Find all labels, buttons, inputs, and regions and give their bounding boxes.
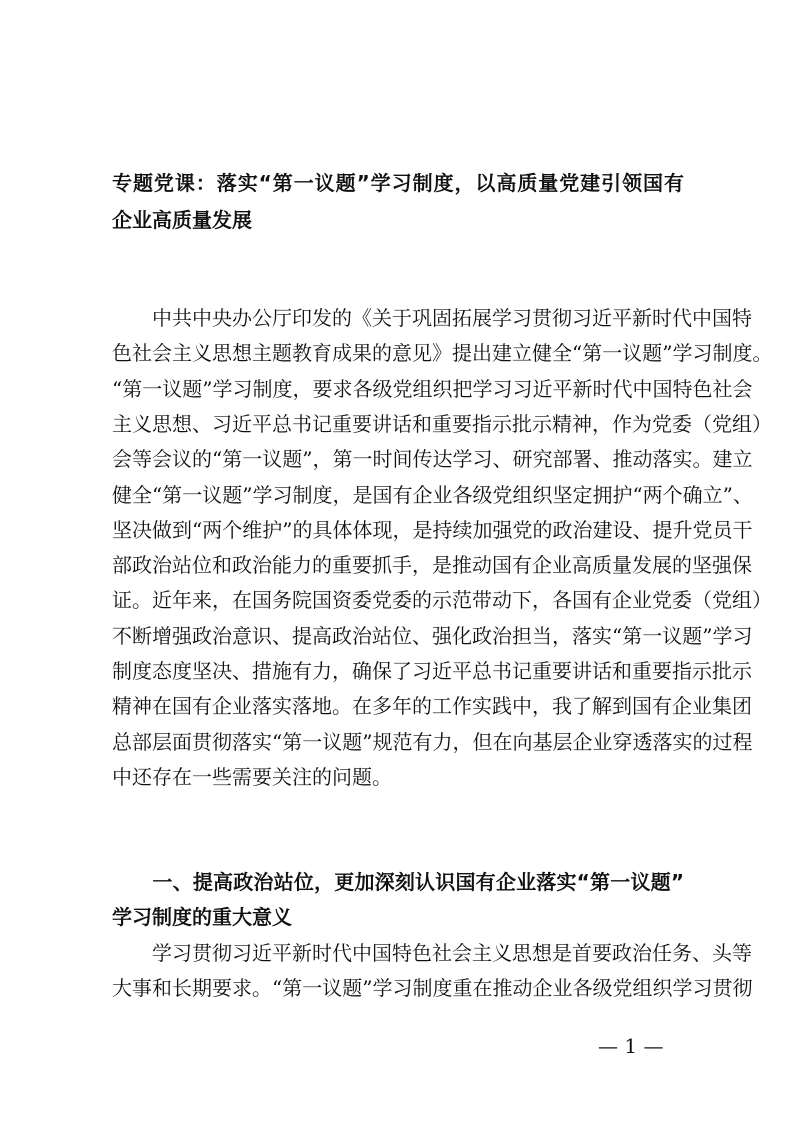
paragraph-line: 会等会议的“第一议题”，第一时间传达学习、研究部署、推动落实。建立 <box>112 447 753 472</box>
document-title-line-2: 企业高质量发展 <box>112 208 252 232</box>
paragraph-line: 色社会主义思想主题教育成果的意见》提出建立健全“第一议题”学习制度。 <box>112 341 773 366</box>
paragraph-line: “第一议题”学习制度，要求各级党组织把学习习近平新时代中国特色社会 <box>112 376 753 401</box>
paragraph-line: 不断增强政治意识、提高政治站位、强化政治担当，落实“第一议题”学习 <box>112 623 753 648</box>
section-heading-line-1: 一、提高政治站位，更加深刻认识国有企业落实“第一议题” <box>112 870 684 894</box>
paragraph-line: 部政治站位和政治能力的重要抓手，是推动国有企业高质量发展的坚强保 <box>112 553 752 578</box>
paragraph-line: 学习贯彻习近平新时代中国特色社会主义思想是首要政治任务、头等 <box>112 941 752 965</box>
paragraph-line: 制度态度坚决、措施有力，确保了习近平总书记重要讲话和重要指示批示 <box>112 659 752 683</box>
paragraph-line: 大事和长期要求。“第一议题”学习制度重在推动企业各级党组织学习贯彻 <box>112 976 753 1001</box>
paragraph-line: 中共中央办公厅印发的《关于巩固拓展学习贯彻习近平新时代中国特 <box>112 306 752 330</box>
paragraph-line: 健全“第一议题”学习制度，是国有企业各级党组织坚定拥护“两个确立”、 <box>112 482 753 507</box>
paragraph-line: 主义思想、习近平总书记重要讲话和重要指示批示精神，作为党委（党组） <box>112 411 772 436</box>
document-title-line-1: 专题党课：落实“第一议题”学习制度，以高质量党建引领国有 <box>112 171 684 195</box>
paragraph-line: 精神在国有企业落实落地。在多年的工作实践中，我了解到国有企业集团 <box>112 694 752 719</box>
paragraph-line: 证。近年来，在国务院国资委党委的示范带动下，各国有企业党委（党组） <box>112 588 772 613</box>
paragraph-line: 坚决做到“两个维护”的具体体现，是持续加强党的政治建设、提升党员干 <box>112 517 753 542</box>
paragraph-line: 总部层面贯彻落实“第一议题”规范有力，但在向基层企业穿透落实的过程 <box>112 729 753 754</box>
paragraph-line: 中还存在一些需要关注的问题。 <box>112 764 392 789</box>
section-heading-line-2: 学习制度的重大意义 <box>112 905 292 929</box>
page-number: — 1 — <box>598 1034 664 1058</box>
